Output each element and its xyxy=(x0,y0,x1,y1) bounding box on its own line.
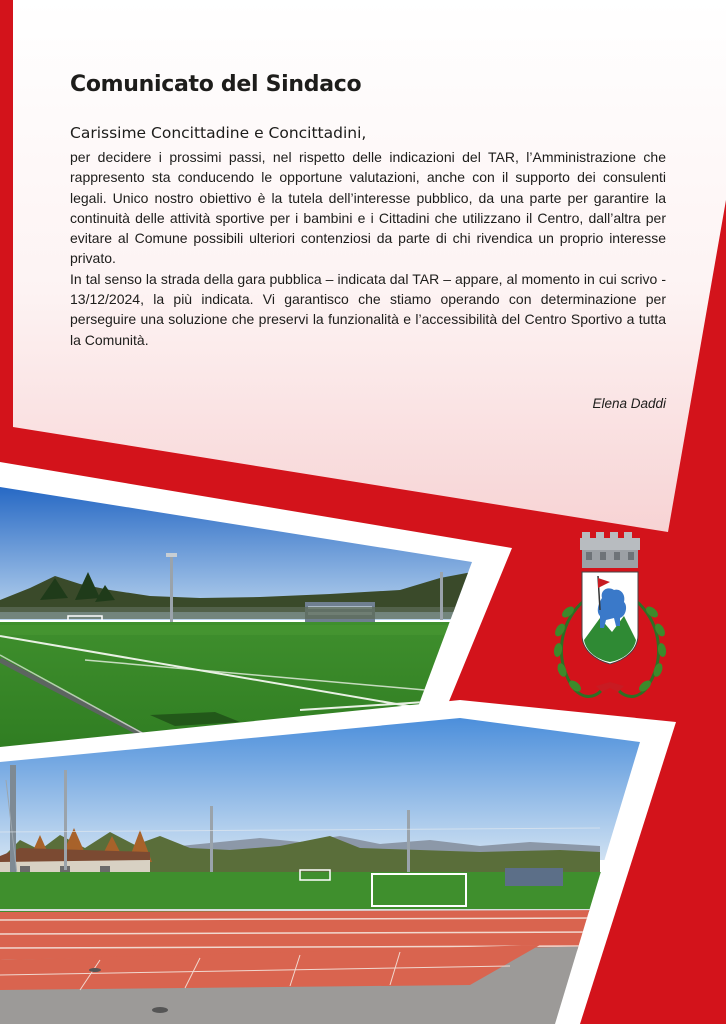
page-title: Comunicato del Sindaco xyxy=(70,72,362,97)
salutation: Carissime Concittadine e Concittadini, xyxy=(70,124,367,142)
paragraph-1: per decidere i prossimi passi, nel rispetto delle indicazioni del TAR, l’Amministrazione che rappresento sta conducendo le opportune valutazioni, anche con il supporto dei consulenti legali. Unico nostro obiettivo è la tutela dell’interesse pubblico, da una parte per garantire la continuità delle attività sportive per i bambini e i Cittadini che utilizzano il Centro, dall’altra per evitare al Comune possibili ulteriori contenziosi da parte di chi rivendica un proprio interesse privato. xyxy=(70,149,666,267)
letter-body xyxy=(70,147,666,350)
signature: Elena Daddi xyxy=(592,396,666,411)
paragraph-2: In tal senso la strada della gara pubblica – indicata dal TAR – appare, al momento in cui scrivo - 13/12/2024, la più indicata. Vi garantisco che stiamo operando con determinazione per perseguire una soluzione che preservi la funzionalità e l’accessibilità del Centro Sportivo a tutta la Comunità. xyxy=(70,270,666,348)
